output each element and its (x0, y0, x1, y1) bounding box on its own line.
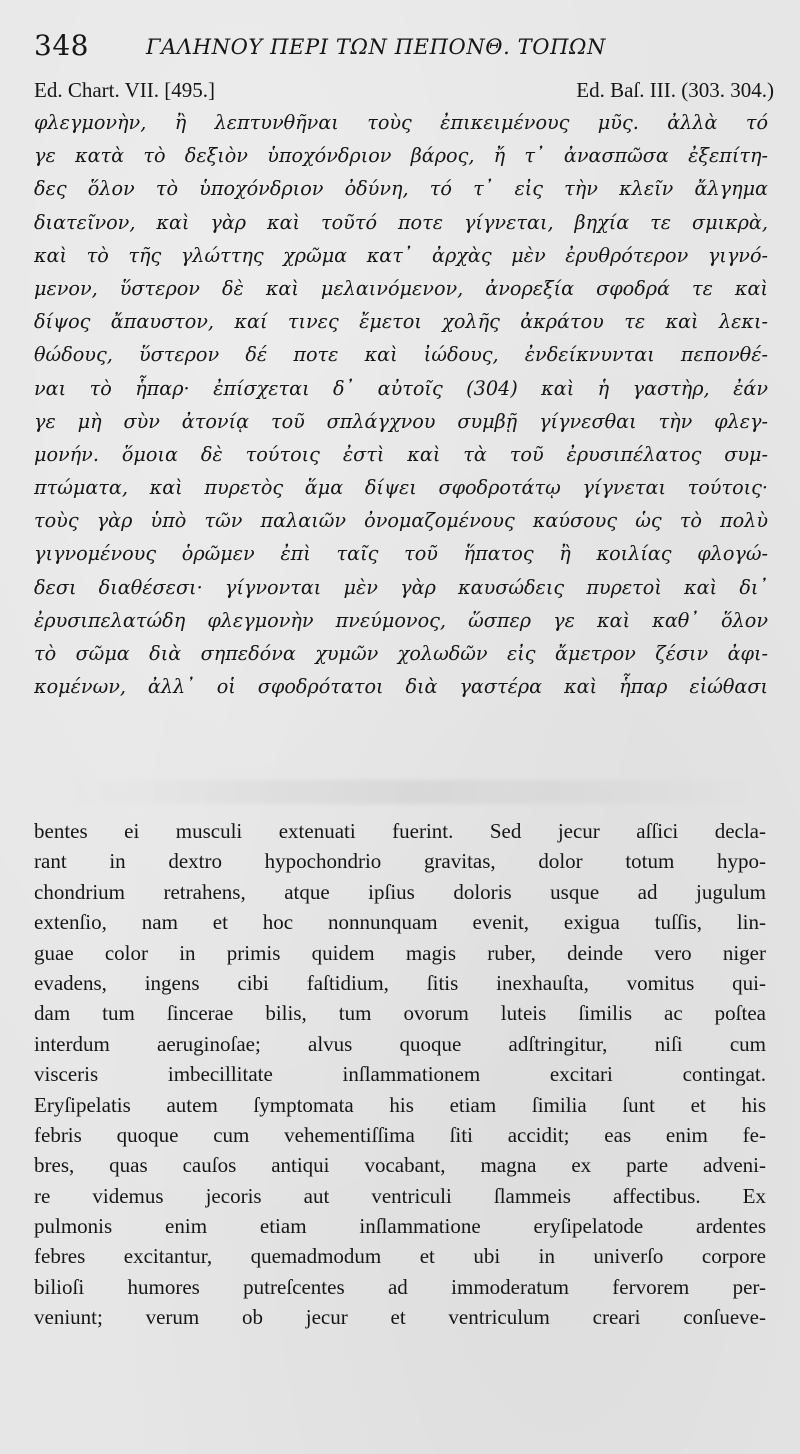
latin-line: febres excitantur, quemadmodum et ubi in univerſo corpore (34, 1244, 766, 1269)
latin-line: re videmus jecoris aut ventriculi ſlammeis affectibus. Ex (34, 1183, 766, 1208)
latin-line: dam tum ſincerae bilis, tum ovorum luteis ſimilis ac poſtea (34, 1001, 766, 1026)
latin-line: veniunt; verum ob jecur et ventriculum creari conſueve- (34, 1305, 766, 1330)
greek-line: καὶ τὸ τῆς γλώττης χρῶμα κατ᾽ ἀρχὰς μὲν ἐρυθρότερον γιγνό- (34, 243, 768, 267)
latin-line: bentes ei musculi extenuati fuerint. Sed jecur aſſici decla- (34, 819, 766, 843)
greek-line: ἐρυσιπελατώδη φλεγμονὴν πνεύμονος, ὥσπερ γε καὶ καθ᾽ ὅλον (34, 608, 768, 632)
greek-line: γε μὴ σὺν ἀτονίᾳ τοῦ σπλάγχνου συμβῇ γίγνεσθαι τὴν φλεγ- (34, 409, 768, 433)
greek-line: γιγνομένους ὁρῶμεν ἐπὶ ταῖς τοῦ ἥπατος ἢ κοιλίας φλογώ- (34, 542, 768, 566)
greek-line: δες ὅλον τὸ ὑποχόνδριον ὀδύνη, τό τ᾽ εἰς τὴν κλεῖν ἄλγημα (34, 177, 768, 201)
latin-line: febris quoque cum vehementiſſima ſiti accidit; eas enim fe- (34, 1122, 766, 1147)
greek-line: δίψος ἄπαυστον, καί τινες ἔμετοι χολῆς ἀκράτου τε καὶ λεκι- (34, 310, 768, 334)
greek-line: δεσι διαθέσεσι· γίγνονται μὲν γὰρ καυσώδεις πυρετοὶ καὶ δι᾽ (34, 575, 768, 599)
greek-line: θώδους, ὕστερον δέ ποτε καὶ ἰώδους, ἐνδείκνυνται πεπονθέ- (34, 343, 768, 367)
edition-reference (34, 76, 774, 106)
greek-line: πτώματα, καὶ πυρετὸς ἅμα δίψει σφοδροτάτῳ γίγνεται τούτοις· (34, 476, 768, 500)
greek-line: τὸ σῶμα διὰ σηπεδόνα χυμῶν χολωδῶν εἰς ἄμετρον ζέσιν ἀφι- (34, 642, 768, 665)
edition-chart-ref: Ed. Chart. VII. [495.] (34, 78, 215, 102)
latin-line: Eryſipelatis autem ſymptomata his etiam ſimilia ſunt et his (34, 1092, 766, 1117)
latin-text-block (34, 816, 766, 1333)
latin-line: evadens, ingens cibi faſtidium, ſitis inexhauſta, vomitus qui- (34, 970, 766, 995)
greek-line: διατεῖνον, καὶ γὰρ καὶ τοῦτό ποτε γίγνεται, βηχία τε σμικρὰ, (34, 210, 768, 234)
latin-line: rant in dextro hypochondrio gravitas, dolor totum hypo- (34, 849, 766, 874)
greek-text-block (34, 106, 768, 703)
latin-line: bilioſi humores putreſcentes ad immoderatum fervorem per- (34, 1274, 766, 1299)
greek-line: γε κατὰ τὸ δεξιὸν ὑποχόνδριον βάρος, ἤ τ᾽ ἀνασπῶσα ἐξεπίτη- (34, 144, 768, 168)
greek-line: ναι τὸ ἧπαρ· ἐπίσχεται δ᾽ αὐτοῖς (304) καὶ ἡ γαστὴρ, ἐάν (34, 376, 768, 400)
show-through-bleed (60, 780, 760, 804)
latin-line: guae color in primis quidem magis ruber, deinde vero niger (34, 940, 766, 965)
greek-line: μενον, ὕστερον δὲ καὶ μελαινόμενον, ἀνορεξία σφοδρά τε καὶ (34, 276, 768, 300)
latin-line: bres, quas cauſos antiqui vocabant, magna ex parte adveni- (34, 1153, 766, 1178)
latin-line: interdum aeruginoſae; alvus quoque adſtringitur, niſi cum (34, 1031, 766, 1056)
page-header (34, 28, 774, 68)
running-title: ΓΑΛΗΝΟΥ ΠΕΡΙ ΤΩΝ ΠΕΠΟΝΘ. ΤΟΠΩΝ (146, 35, 606, 59)
greek-line: τοὺς γὰρ ὑπὸ τῶν παλαιῶν ὀνομαζομένους καύσους ὡς τὸ πολὺ (34, 509, 768, 533)
edition-basel-ref: Ed. Baſ. III. (303. 304.) (576, 78, 774, 102)
latin-line: visceris imbecillitate inſlammationem excitari contingat. (34, 1062, 766, 1087)
latin-line: extenſio, nam et hoc nonnunquam evenit, exigua tuſſis, lin- (34, 910, 766, 935)
page-number: 348 (34, 29, 89, 62)
greek-line: μονήν. ὅμοια δὲ τούτοις ἐστὶ καὶ τὰ τοῦ ἐρυσιπέλατος συμ- (34, 442, 768, 466)
greek-line: φλεγμονὴν, ἢ λεπτυνθῆναι τοὺς ἐπικειμένους μῦς. ἀλλὰ τό (34, 111, 768, 134)
greek-line: κομένων, ἀλλ᾽ οἱ σφοδρότατοι διὰ γαστέρα καὶ ἧπαρ εἰώθασι (34, 675, 768, 699)
latin-line: chondrium retrahens, atque ipſius doloris usque ad jugulum (34, 879, 766, 904)
latin-line: pulmonis enim etiam inſlammatione eryſipelatode ardentes (34, 1214, 766, 1239)
